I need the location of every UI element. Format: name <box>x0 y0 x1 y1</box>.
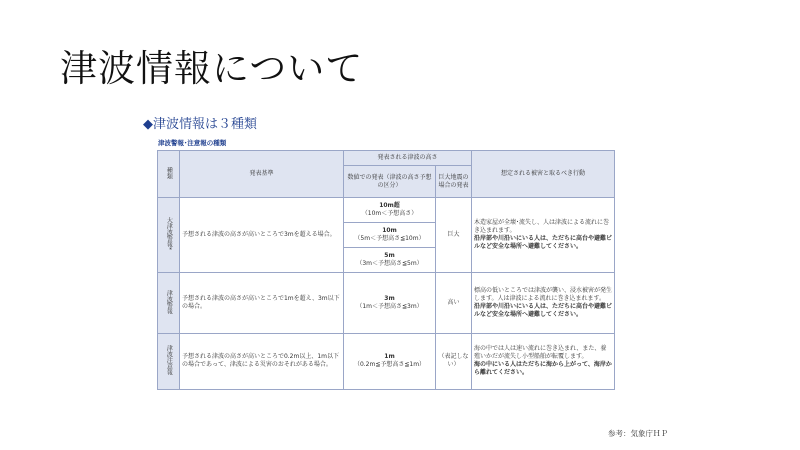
row-type-major: 大津波警報* <box>158 198 180 273</box>
table-caption: 津波警報･注意報の種類 <box>158 139 227 147</box>
header-damage: 想定される被害と取るべき行動 <box>472 151 615 198</box>
slide-title: 津波情報について <box>60 47 364 90</box>
numeric-cell: 5m （3m＜予想高さ≦5m） <box>344 248 436 273</box>
damage-cell: 標高の低いところでは津波が襲い、浸水被害が発生します。人は津波による流れに巻き込まれます。 沿岸部や川沿いにいる人は、ただちに高台や避難ビルなど安全な場所へ避難してください。 <box>472 273 615 333</box>
header-numeric: 数値での発表（津波の高さ予想の区分） <box>344 166 436 198</box>
header-huge-quake: 巨大地震の場合の発表 <box>436 166 472 198</box>
header-criteria: 発表基準 <box>180 151 344 198</box>
huge-cell: （表記しない） <box>436 333 472 389</box>
row-criteria: 予想される津波の高さが高いところで0.2m以上、1m以下の場合であって、津波による災害のおそれがある場合。 <box>180 333 344 389</box>
table-row <box>158 333 615 389</box>
table-row <box>158 198 615 223</box>
numeric-cell: 1m （0.2m≦予想高さ≦1m） <box>344 333 436 389</box>
row-type-warning: 津波警報 <box>158 273 180 333</box>
row-criteria: 予想される津波の高さが高いところで3mを超える場合。 <box>180 198 344 273</box>
table-row <box>158 273 615 333</box>
tsunami-warning-table <box>157 150 615 390</box>
source-credit: 参考：気象庁ＨＰ <box>608 429 668 438</box>
slide-subtitle: ◆津波情報は３種類 <box>143 117 257 132</box>
huge-cell: 巨大 <box>436 198 472 273</box>
numeric-cell: 3m （1m＜予想高さ≦3m） <box>344 273 436 333</box>
header-type: 種類 <box>158 151 180 198</box>
damage-cell: 木造家屋が全壊･流失し、人は津波による流れに巻き込まれます。 沿岸部や川沿いにいる人は、ただちに高台や避難ビルなど安全な場所へ避難してください。 <box>472 198 615 273</box>
row-criteria: 予想される津波の高さが高いところで1mを超え、3m以下の場合。 <box>180 273 344 333</box>
numeric-cell: 10m （5m＜予想高さ≦10m） <box>344 223 436 248</box>
damage-cell: 海の中では人は速い流れに巻き込まれ、また、養殖いかだが流失し小型船舶が転覆します。 海の中にいる人はただちに海から上がって、海岸から離れてください。 <box>472 333 615 389</box>
huge-cell: 高い <box>436 273 472 333</box>
header-height-group: 発表される津波の高さ <box>344 151 472 166</box>
numeric-cell: 10m超 （10m＜予想高さ） <box>344 198 436 223</box>
row-type-advisory: 津波注意報 <box>158 333 180 389</box>
